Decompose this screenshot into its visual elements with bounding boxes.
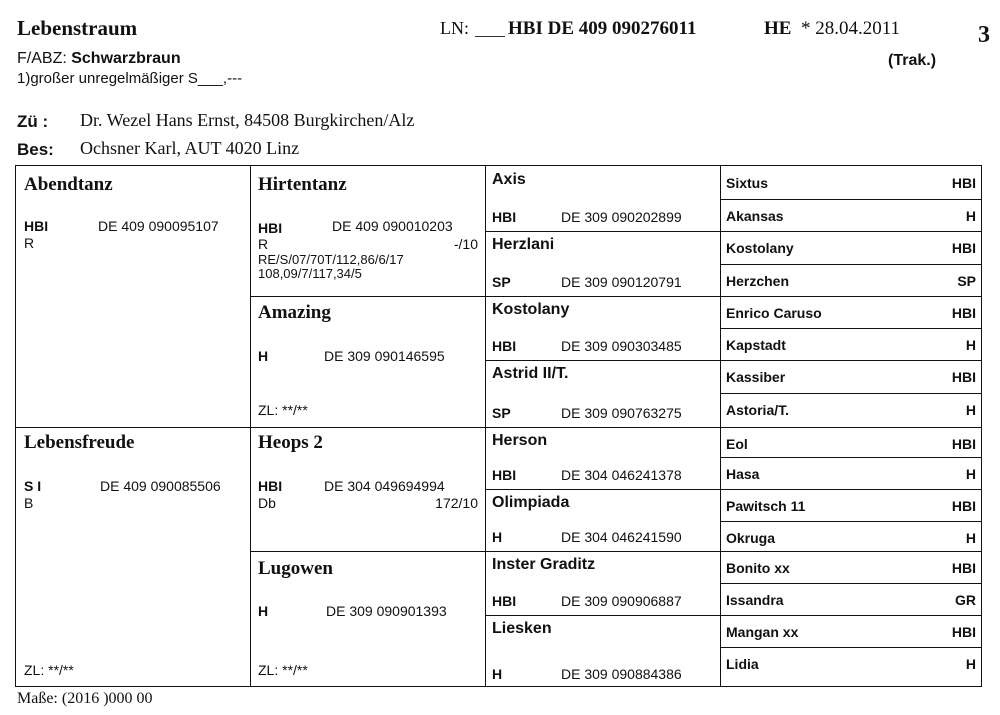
dam-dam-zl: ZL: **/** [258,662,308,678]
sire-sire-name: Hirtentanz [258,174,347,195]
sire-note: R [24,235,35,251]
gen3-breed: HBI [492,467,517,483]
gen3-name: Herson [492,432,548,449]
gen4-breed: H [965,402,976,418]
sire-id: DE 409 090095107 [98,218,219,234]
divider [485,489,981,490]
page-number: 3 [978,22,990,48]
divider [250,166,251,686]
gen3-name: Olimpiada [492,494,570,511]
dam-dam-breed: H [258,603,269,619]
gen3-id: DE 309 090202899 [561,209,682,225]
gen4-name: Kassiber [726,369,786,385]
owner-label: Bes: [17,140,54,159]
dam-dam-id: DE 309 090901393 [326,603,447,619]
gen4-name: Issandra [726,592,784,608]
gen3-name: Herzlani [492,236,555,253]
divider [720,457,981,458]
ln-value: HBI DE 409 090276011 [508,18,697,39]
sire-breed: HBI [24,218,49,234]
sire-sire-id: DE 409 090010203 [332,218,453,234]
horse-name-title: Lebenstraum [17,16,138,40]
gen3-id: DE 309 090763275 [561,405,682,421]
dam-sire-name: Heops 2 [258,432,323,453]
gen4-name: Eol [726,436,748,452]
gen4-name: Akansas [726,208,784,224]
gen4-breed: GR [955,592,976,608]
divider [485,615,981,616]
divider [720,199,981,200]
gen3-name: Inster Graditz [492,556,596,573]
sire-sire-results-2: 108,09/7/117,34/5 [258,266,362,281]
gen4-name: Pawitsch 11 [726,498,806,514]
gen3-id: DE 304 046241378 [561,467,682,483]
divider [720,328,981,329]
gen3-name: Kostolany [492,301,570,318]
measurements: Maße: (2016 )000 00 [17,690,153,707]
gen3-id: DE 309 090120791 [561,274,682,290]
gen4-name: Okruga [726,530,776,546]
gen4-breed: HBI [951,305,976,321]
gen3-name: Astrid II/T. [492,365,569,382]
gen3-id: DE 309 090303485 [561,338,682,354]
dam-note: B [24,495,34,511]
divider [485,231,981,232]
gen4-breed: HBI [951,560,976,576]
gen3-breed: HBI [492,209,517,225]
sire-sire-score: -/10 [453,236,478,252]
gen3-name: Axis [492,171,526,188]
sire-sire-note: R [258,236,269,252]
dam-sire-score: 172/10 [435,495,478,511]
dam-id: DE 409 090085506 [100,478,221,494]
dam-sire-breed: HBI [258,478,283,494]
gen4-breed: HBI [951,240,976,256]
dam-dam-name: Lugowen [258,558,333,579]
trak-label: (Trak.) [888,52,937,69]
ln-label: LN: [440,18,469,38]
gen4-name: Hasa [726,466,760,482]
divider [720,521,981,522]
dam-sire-id: DE 304 049694994 [324,478,445,494]
gen3-breed: HBI [492,593,517,609]
gen3-breed: SP [492,274,511,290]
pedigree-table [15,165,982,687]
sire-dam-id: DE 309 090146595 [324,348,445,364]
divider [720,264,981,265]
sire-dam-name: Amazing [258,302,331,323]
divider [485,166,486,686]
dam-zl: ZL: **/** [24,662,74,678]
gen4-name: Mangan xx [726,624,799,640]
color-line [17,50,181,68]
gen4-name: Herzchen [726,273,790,289]
gen4-name: Lidia [726,656,759,672]
breeder-value: Dr. Wezel Hans Ernst, 84508 Burgkirchen/Alz [80,110,415,130]
divider [720,166,721,686]
gen3-id: DE 309 090906887 [561,593,682,609]
sire-dam-zl: ZL: **/** [258,402,308,418]
he-label: HE [764,18,792,39]
gen4-breed: SP [957,273,976,289]
gen4-breed: H [965,208,976,224]
breeder-label: Zü : [17,112,49,131]
gen4-name: Sixtus [726,175,769,191]
birth-date: * 28.04.2011 [800,18,900,39]
gen4-breed: HBI [951,624,976,640]
gen4-name: Kapstadt [726,337,786,353]
gen4-breed: HBI [951,175,976,191]
dam-name: Lebensfreude [24,432,135,453]
gen4-name: Bonito xx [726,560,790,576]
gen3-breed: H [492,666,503,682]
gen3-breed: H [492,529,503,545]
gen4-breed: H [965,337,976,353]
divider [720,647,981,648]
dam-sire-note: Db [258,495,276,511]
gen4-breed: H [965,466,976,482]
divider [16,427,981,428]
sire-sire-breed: HBI [258,220,283,236]
sire-dam-breed: H [258,348,269,364]
gen3-name: Liesken [492,620,552,637]
sire-name: Abendtanz [24,174,113,195]
dam-breed: S I [24,478,42,494]
markings: 1)großer unregelmäßiger S___,--- [17,70,243,87]
owner-value: Ochsner Karl, AUT 4020 Linz [80,138,300,158]
gen3-breed: HBI [492,338,517,354]
gen4-name: Astoria/T. [726,402,790,418]
gen4-breed: HBI [951,436,976,452]
gen3-breed: SP [492,405,511,421]
divider [485,360,981,361]
gen4-breed: H [965,530,976,546]
gen4-name: Kostolany [726,240,794,256]
he-date [764,18,900,40]
gen4-breed: HBI [951,498,976,514]
sire-sire-results-1: RE/S/07/70T/112,86/6/17 [258,252,404,267]
divider [250,551,981,552]
divider [720,393,981,394]
fabz-label: F/ABZ: [17,50,67,67]
fabz-value: Schwarzbraun [71,50,181,67]
gen4-breed: HBI [951,369,976,385]
gen3-id: DE 304 046241590 [561,529,682,545]
divider [250,296,981,297]
divider [720,583,981,584]
gen4-breed: H [965,656,976,672]
gen3-id: DE 309 090884386 [561,666,682,682]
ln-blank-line [475,36,505,37]
gen4-name: Enrico Caruso [726,305,822,321]
